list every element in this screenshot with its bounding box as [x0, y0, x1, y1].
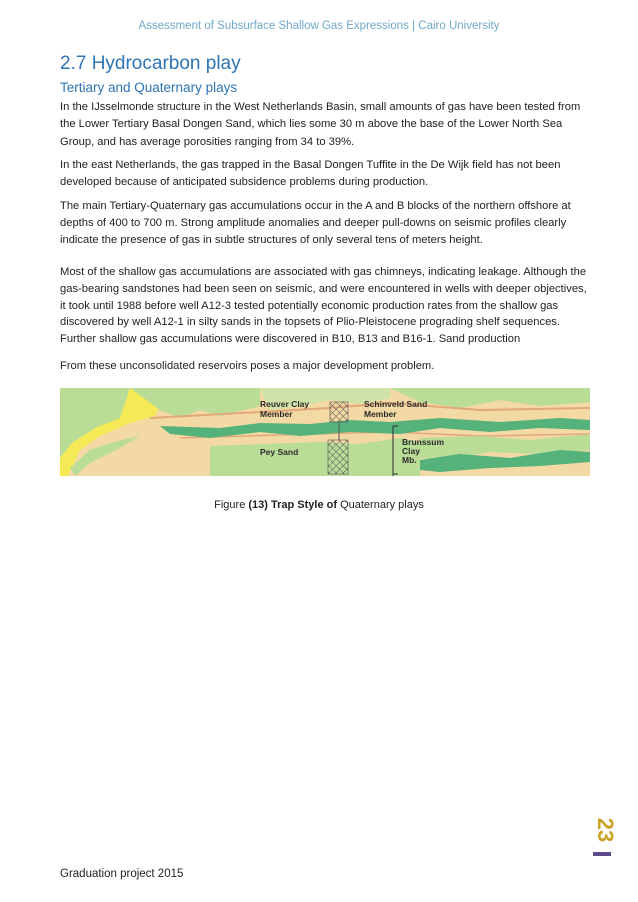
reuver-label-2: Member [260, 409, 293, 419]
figure-caption [0, 499, 638, 511]
brunssum-label-3: Mb. [402, 455, 417, 465]
section-title: 2.7 Hydrocarbon play [60, 53, 241, 74]
page-number: 23 [593, 817, 618, 843]
caption-suffix: Quaternary plays [337, 499, 424, 511]
section-subtitle: Tertiary and Quaternary plays [60, 80, 238, 95]
paragraph: From these unconsolidated reservoirs poses a major development problem. [60, 360, 435, 372]
brunssum-label-2: Clay [402, 446, 420, 456]
caption-bold: (13) Trap Style of [248, 499, 338, 511]
pey-sand-label: Pey Sand [260, 447, 299, 457]
schinveld-label-1: Schinveld Sand [364, 399, 428, 409]
caption-prefix: Figure [214, 499, 249, 511]
paragraph: The main Tertiary-Quaternary gas accumulations occur in the A and B blocks of the northern offshore at depths of 400 to 700 m. Strong amplitude anomalies and deeper pull-downs on seismic profiles clearly indicate the presence of gas in subtle structures of only several tens of meters height. [60, 200, 571, 246]
trap-style-figure [60, 388, 590, 476]
cross-section-diagram [60, 388, 590, 476]
brunssum-label-1: Brunssum [402, 437, 445, 447]
reuver-label-1: Reuver Clay [260, 399, 310, 409]
footer: Graduation project 2015 [60, 868, 184, 880]
running-header: Assessment of Subsurface Shallow Gas Expressions | Cairo University [138, 20, 500, 32]
paragraph: Most of the shallow gas accumulations are associated with gas chimneys, indicating leakage. Although the gas-bearing sandstones had been seen on seismic, and were encountered in wells with deeper objectives, it took until 1988 before well A12-3 tested potentially economic production rates from the shallow gas discovered by well A12-1 in silty sands in the topsets of Plio-Pleistocene prograding shelf sequences. Further shallow gas accumulations were discovered in B10, B13 and B16-1. Sand production [60, 266, 587, 346]
page-number-bar [593, 852, 611, 856]
paragraph: In the east Netherlands, the gas trapped in the Basal Dongen Tuffite in the De Wijk field has not been developed because of anticipated subsidence problems during production. [60, 159, 561, 189]
schinveld-label-2: Member [364, 409, 397, 419]
paragraph: In the IJsselmonde structure in the West Netherlands Basin, small amounts of gas have been tested from the Lower Tertiary Basal Dongen Sand, which lies some 30 m above the base of the Lower North Sea Group, and has average porosities ranging from 34 to 39%. [60, 101, 581, 148]
